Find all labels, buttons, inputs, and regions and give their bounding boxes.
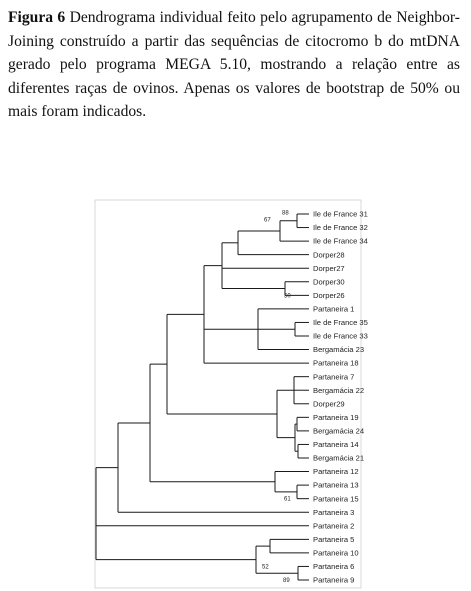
leaf-label: Bergamácia 23 [313, 345, 365, 355]
leaf-label: Dorper30 [313, 277, 345, 287]
bootstrap-value: 50 [284, 293, 291, 300]
leaf-label: Bergamácia 22 [313, 385, 365, 395]
leaf-label: Partaneira 12 [313, 467, 359, 477]
leaf-label: Partaneira 14 [313, 440, 359, 450]
leaf-label: Partaneira 7 [313, 372, 355, 382]
bootstrap-value: 67 [264, 217, 271, 224]
bootstrap-value: 88 [282, 210, 289, 217]
leaf-label: Dorper26 [313, 290, 345, 300]
figure-label: Figura 6 [8, 9, 66, 26]
leaf-label: Ile de France 33 [313, 331, 368, 341]
leaf-label: Dorper29 [313, 399, 345, 409]
leaf-labels [313, 210, 368, 585]
leaf-label: Partaneira 19 [313, 412, 359, 422]
leaf-label: Dorper27 [313, 263, 345, 273]
leaf-label: Bergamácia 21 [313, 453, 365, 463]
leaf-label: Partaneira 1 [313, 304, 355, 314]
leaf-label: Ile de France 35 [313, 318, 368, 328]
leaf-label: Partaneira 18 [313, 358, 359, 368]
leaf-label: Partaneira 5 [313, 534, 355, 544]
leaf-label: Partaneira 3 [313, 507, 355, 517]
bootstrap-value: 52 [262, 564, 269, 571]
leaf-label: Dorper28 [313, 250, 345, 260]
leaf-label: Partaneira 2 [313, 521, 355, 531]
leaf-label: Partaneira 6 [313, 562, 355, 572]
leaf-label: Ile de France 34 [313, 236, 368, 246]
figure-caption-text: Dendrograma individual feito pelo agrupamento de Neighbor-Joining construído a partir das sequências de citocromo b do mtDNA gerado pelo programa MEGA 5.10, mostrando a relação entre as diferentes raças de ovinos. Apenas os valores de bootstrap de 50% ou mais foram indicados. [8, 9, 460, 121]
leaf-label: Partaneira 10 [313, 548, 359, 558]
leaf-label: Partaneira 13 [313, 480, 359, 490]
leaf-label: Partaneira 15 [313, 494, 359, 504]
bootstrap-value: 61 [284, 496, 291, 503]
leaf-label: Partaneira 9 [313, 575, 355, 585]
leaf-label: Ile de France 32 [313, 223, 368, 233]
tree-branches [96, 214, 309, 580]
leaf-label: Bergamácia 24 [313, 426, 365, 436]
leaf-label: Ile de France 31 [313, 209, 368, 219]
bootstrap-value: 89 [283, 578, 290, 584]
